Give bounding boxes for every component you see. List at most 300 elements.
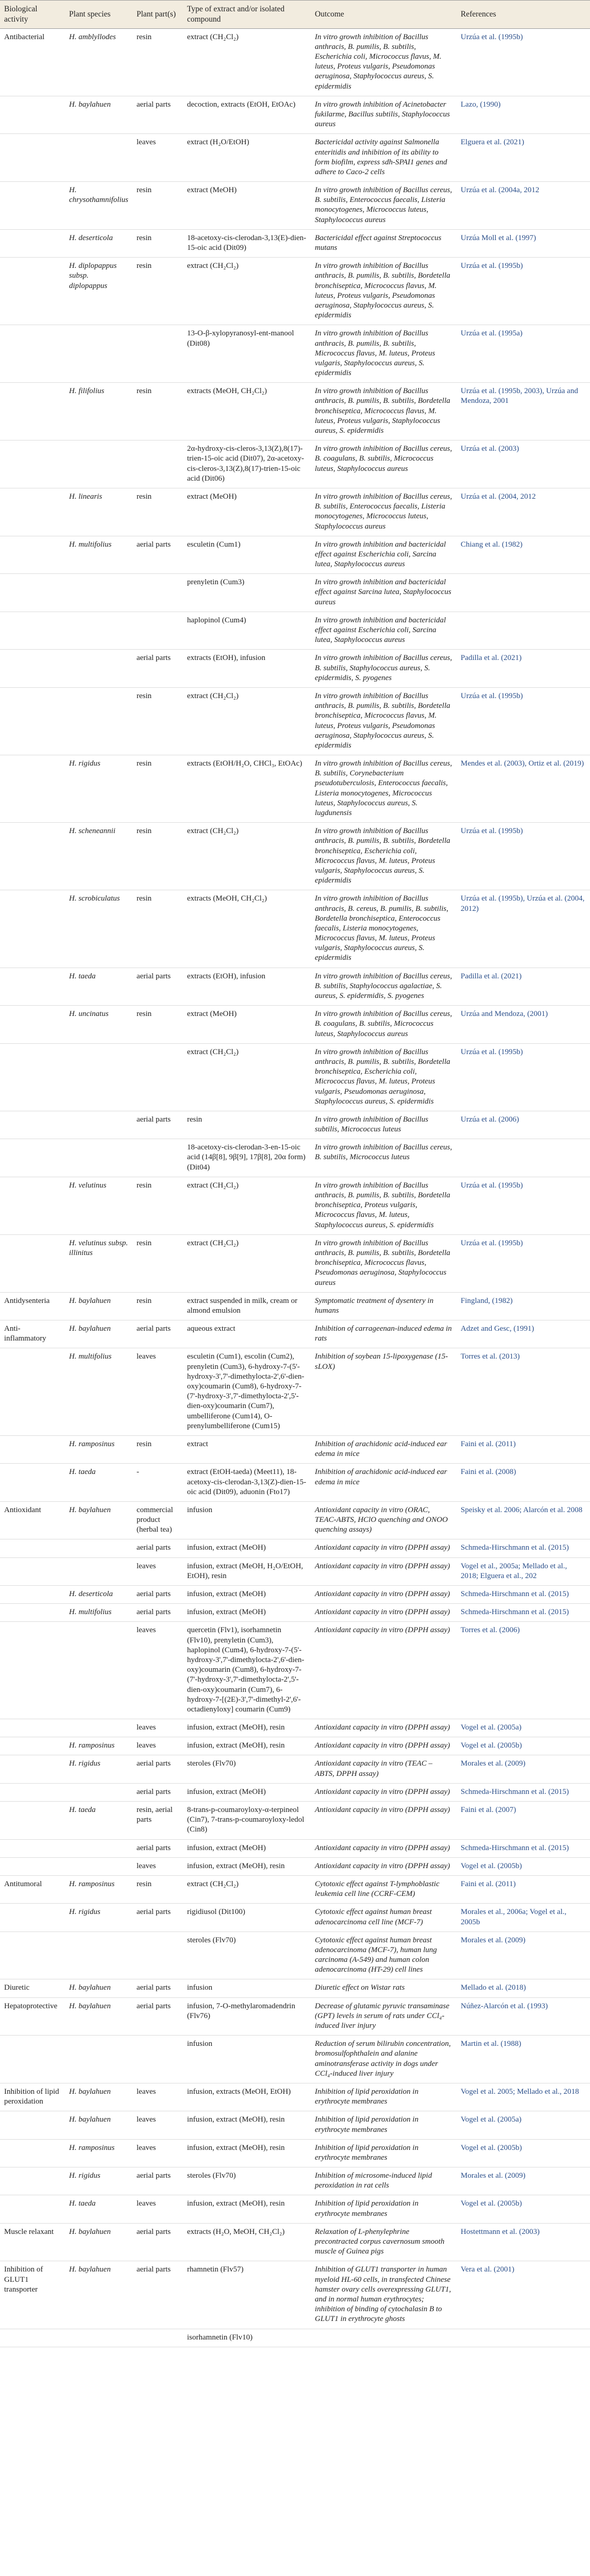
cell-plant-part: resin bbox=[132, 488, 183, 536]
cell-extract: extract (CH₂Cl₂) bbox=[183, 258, 311, 325]
table-row bbox=[0, 1904, 590, 1931]
cell-activity bbox=[0, 1043, 65, 1111]
cell-species bbox=[65, 1839, 132, 1857]
cell-plant-part bbox=[132, 574, 183, 612]
cell-activity bbox=[0, 134, 65, 182]
table-row bbox=[0, 2083, 590, 2111]
table-row bbox=[0, 134, 590, 182]
cell-activity bbox=[0, 1857, 65, 1875]
cell-extract: steroles (Flv70) bbox=[183, 1755, 311, 1783]
cell-reference: Lazo, (1990) bbox=[457, 96, 590, 134]
table-row bbox=[0, 2329, 590, 2347]
cell-activity bbox=[0, 1234, 65, 1292]
cell-reference: Urzúa et al. (1995b) bbox=[457, 1043, 590, 1111]
cell-extract: infusion, extract (MeOH), resin bbox=[183, 1719, 311, 1737]
cell-outcome: In vitro growth inhibition of Bacillus anthracis, B. pumilis, B. subtilis, Bordetella bronchiseptica, Escherichia coli, Micrococcus flavus, M. luteus, Proteus vulgaris, Pseudomonas aeruginosa, Staphylococcus aureus, S. epidermidis bbox=[311, 1043, 457, 1111]
cell-species: H. baylahuen bbox=[65, 1292, 132, 1320]
cell-activity bbox=[0, 1177, 65, 1234]
cell-activity bbox=[0, 440, 65, 488]
cell-reference: Faini et al. (2008) bbox=[457, 1464, 590, 1502]
cell-extract: esculetin (Cum1) bbox=[183, 536, 311, 574]
cell-species: H. velutinus bbox=[65, 1177, 132, 1234]
cell-species: H. multifolius bbox=[65, 1604, 132, 1622]
cell-outcome: Cytotoxic effect against human breast adenocarcinoma (MCF-7), human lung carcinoma (A-549) and human colon adenocarcinoma (HT-29) cell lines bbox=[311, 1931, 457, 1979]
table-row bbox=[0, 1320, 590, 1348]
cell-extract: extracts (MeOH, CH₂Cl₂) bbox=[183, 383, 311, 440]
cell-activity bbox=[0, 687, 65, 755]
cell-extract: infusion, extract (MeOH), resin bbox=[183, 1737, 311, 1755]
cell-species: H. scrobiculatus bbox=[65, 890, 132, 968]
cell-extract: extracts (EtOH/H₂O, CHCl₃, EtOAc) bbox=[183, 755, 311, 823]
cell-species: H. linearis bbox=[65, 488, 132, 536]
table-row bbox=[0, 1875, 590, 1903]
table-row bbox=[0, 574, 590, 612]
table-row bbox=[0, 258, 590, 325]
cell-species bbox=[65, 1539, 132, 1557]
cell-reference: Vogel et al., 2005a; Mellado et al., 2018; Elguera et al., 202 bbox=[457, 1557, 590, 1585]
cell-reference: Urzúa Moll et al. (1997) bbox=[457, 229, 590, 257]
cell-species: H. multifolius bbox=[65, 536, 132, 574]
cell-species bbox=[65, 1931, 132, 1979]
cell-species: H. ramposinus bbox=[65, 2139, 132, 2167]
table-row bbox=[0, 2195, 590, 2223]
table-row bbox=[0, 1234, 590, 1292]
cell-extract: infusion bbox=[183, 2036, 311, 2083]
cell-plant-part: aerial parts bbox=[132, 968, 183, 1006]
cell-outcome: In vitro growth inhibition of Bacillus cereus, B. subtilis, Staphylococcus aureus, S. epidermidis, S. pyogenes bbox=[311, 650, 457, 688]
cell-extract: extract (CH₂Cl₂) bbox=[183, 687, 311, 755]
table-body bbox=[0, 28, 590, 2347]
cell-extract: infusion, extract (MeOH), resin bbox=[183, 2111, 311, 2139]
cell-plant-part bbox=[132, 2329, 183, 2347]
cell-reference: Speisky et al. 2006; Alarcón et al. 2008 bbox=[457, 1501, 590, 1539]
cell-reference: Urzúa et al. (1995b, 2003), Urzúa and Mendoza, 2001 bbox=[457, 383, 590, 440]
cell-outcome: In vitro growth inhibition of Bacillus anthracis, B. pumilis, B. subtilis, Bordetella bronchiseptica, Escherichia coli, Micrococcus flavus, M. luteus, Proteus vulgaris, Staphylococcus aureus, S. epidermidis bbox=[311, 823, 457, 890]
cell-activity bbox=[0, 1737, 65, 1755]
cell-outcome: In vitro growth inhibition of Bacillus cereus, B. subtilis, Staphylococcus agalactiae, S. aureus, S. epidermidis, S. pyogenes bbox=[311, 968, 457, 1006]
cell-activity: Inhibition of lipid peroxidation bbox=[0, 2083, 65, 2111]
cell-outcome: Cytotoxic effect against T-lymphoblastic leukemia cell line (CCRF-CEM) bbox=[311, 1875, 457, 1903]
header-biological-activity: Biological activity bbox=[0, 1, 65, 29]
cell-reference: Urzúa et al. (2004a, 2012 bbox=[457, 182, 590, 230]
cell-extract: infusion, extract (MeOH), resin bbox=[183, 2139, 311, 2167]
cell-species: H. deserticola bbox=[65, 1586, 132, 1604]
cell-plant-part: resin bbox=[132, 890, 183, 968]
table-row bbox=[0, 2036, 590, 2083]
cell-outcome: Antioxidant capacity in vitro (DPPH assay) bbox=[311, 1857, 457, 1875]
cell-outcome: Antioxidant capacity in vitro (DPPH assay) bbox=[311, 1604, 457, 1622]
cell-outcome: In vitro growth inhibition of Bacillus cereus, B. coagulans, B. subtilis, Micrococcus luteus, Staphylococcus aureus bbox=[311, 1006, 457, 1044]
cell-reference: Schmeda-Hirschmann et al. (2015) bbox=[457, 1604, 590, 1622]
cell-extract: 2α-hydroxy-cis-cleros-3,13(Z),8(17)-trien-15-oic acid (Dit07), 2α-acetoxy-cis-cleros-3,13(Z),8(17)-trien-15-oic acid (Dit06) bbox=[183, 440, 311, 488]
cell-outcome: In vitro growth inhibition of Bacillus anthracis, B. pumilis, B. subtilis, Bordetella bronchiseptica, Micrococcus flavus, Pseudomonas aeruginosa, Staphylococcus aureus bbox=[311, 1234, 457, 1292]
table-row bbox=[0, 650, 590, 688]
cell-plant-part: aerial parts bbox=[132, 1111, 183, 1139]
table-row bbox=[0, 2139, 590, 2167]
cell-extract: extracts (EtOH), infusion bbox=[183, 968, 311, 1006]
cell-outcome: In vitro growth inhibition of Bacillus cereus, B. coagulans, B. subtilis, Micrococcus luteus, Staphylococcus aureus bbox=[311, 440, 457, 488]
cell-outcome: Inhibition of soybean 15-lipoxygenase (15-sLOX) bbox=[311, 1348, 457, 1436]
cell-outcome: In vitro growth inhibition of Bacillus cereus, B. subtilis, Corynebacterium pseudotuberculosis, Enterococcus faecalis, Listeria monocytogenes, Micrococcus luteus, Staphylococcus aureus, S. lugdunensis bbox=[311, 755, 457, 823]
cell-species: H. baylahuen bbox=[65, 2261, 132, 2329]
cell-reference: Faini et al. (2011) bbox=[457, 1435, 590, 1463]
cell-species: H. multifolius bbox=[65, 1348, 132, 1436]
cell-activity: Hepatoprotective bbox=[0, 1997, 65, 2036]
cell-species: H. baylahuen bbox=[65, 1997, 132, 2036]
table-row bbox=[0, 1177, 590, 1234]
table-row bbox=[0, 1539, 590, 1557]
cell-outcome: Inhibition of lipid peroxidation in erythrocyte membranes bbox=[311, 2195, 457, 2223]
cell-outcome: Inhibition of microsome-induced lipid peroxidation in rat cells bbox=[311, 2167, 457, 2195]
cell-outcome: In vitro growth inhibition of Bacillus anthracis, B. pumilis, B. subtilis, Bordetella bronchiseptica, Micrococcus flavus, M. luteus, Proteus vulgaris, Pseudomonas aeruginosa, Staphylococcus aureus, S. epidermidis bbox=[311, 258, 457, 325]
cell-activity: Inhibition of GLUT1 transporter bbox=[0, 2261, 65, 2329]
cell-activity: Antioxidant bbox=[0, 1501, 65, 1539]
cell-plant-part: resin bbox=[132, 1177, 183, 1234]
cell-species: H. ramposinus bbox=[65, 1875, 132, 1903]
cell-activity bbox=[0, 968, 65, 1006]
cell-outcome: In vitro growth inhibition and bactericidal effect against Sarcina lutea, Staphylococcus aureus bbox=[311, 574, 457, 612]
table-row bbox=[0, 488, 590, 536]
table-row bbox=[0, 383, 590, 440]
table-row bbox=[0, 823, 590, 890]
cell-extract: extract (CH₂Cl₂) bbox=[183, 1234, 311, 1292]
cell-species bbox=[65, 1043, 132, 1111]
cell-activity bbox=[0, 383, 65, 440]
cell-reference: Urzúa et al. (1995a) bbox=[457, 325, 590, 383]
cell-activity bbox=[0, 612, 65, 650]
cell-species: H. deserticola bbox=[65, 229, 132, 257]
cell-reference: Urzúa et al. (2004, 2012 bbox=[457, 488, 590, 536]
cell-plant-part: commercial product (herbal tea) bbox=[132, 1501, 183, 1539]
cell-plant-part: resin bbox=[132, 258, 183, 325]
cell-species bbox=[65, 325, 132, 383]
cell-reference: Schmeda-Hirschmann et al. (2015) bbox=[457, 1586, 590, 1604]
cell-reference: Torres et al. (2013) bbox=[457, 1348, 590, 1436]
cell-outcome: In vitro growth inhibition of Bacillus anthracis, B. pumilis, B. subtilis, Micrococcus flavus, M. luteus, Proteus vulgaris, Staphylococcus aureus, S. epidermidis bbox=[311, 325, 457, 383]
cell-extract: rigidiusol (Dit100) bbox=[183, 1904, 311, 1931]
cell-plant-part bbox=[132, 1139, 183, 1177]
cell-extract: haplopinol (Cum4) bbox=[183, 612, 311, 650]
cell-plant-part: aerial parts bbox=[132, 1839, 183, 1857]
cell-activity bbox=[0, 1111, 65, 1139]
table-row bbox=[0, 440, 590, 488]
table-row bbox=[0, 2111, 590, 2139]
cell-plant-part: aerial parts bbox=[132, 1979, 183, 1997]
cell-activity bbox=[0, 650, 65, 688]
cell-extract: rhamnetin (Flv57) bbox=[183, 2261, 311, 2329]
cell-plant-part: leaves bbox=[132, 2083, 183, 2111]
header-extract-type: Type of extract and/or isolated compound bbox=[183, 1, 311, 29]
table-row bbox=[0, 1557, 590, 1585]
cell-species bbox=[65, 1783, 132, 1801]
cell-plant-part: aerial parts bbox=[132, 1320, 183, 1348]
cell-activity bbox=[0, 1139, 65, 1177]
cell-outcome: Inhibition of arachidonic acid-induced ear edema in mice bbox=[311, 1435, 457, 1463]
cell-activity bbox=[0, 1802, 65, 1840]
cell-activity: Diuretic bbox=[0, 1979, 65, 1997]
cell-reference: Faini et al. (2011) bbox=[457, 1875, 590, 1903]
cell-species: H. baylahuen bbox=[65, 1979, 132, 1997]
table-row bbox=[0, 968, 590, 1006]
cell-outcome: Antioxidant capacity in vitro (DPPH assay) bbox=[311, 1557, 457, 1585]
cell-activity bbox=[0, 182, 65, 230]
cell-plant-part: leaves bbox=[132, 1737, 183, 1755]
cell-reference: Urzúa et al. (1995b) bbox=[457, 28, 590, 96]
table-row bbox=[0, 755, 590, 823]
cell-extract: extract (H₂O/EtOH) bbox=[183, 134, 311, 182]
cell-species: H. taeda bbox=[65, 1802, 132, 1840]
cell-species bbox=[65, 1719, 132, 1737]
cell-plant-part: aerial parts bbox=[132, 1904, 183, 1931]
cell-species: H. baylahuen bbox=[65, 1320, 132, 1348]
cell-extract: extract (CH₂Cl₂) bbox=[183, 28, 311, 96]
cell-reference: Vogel et al. (2005b) bbox=[457, 1737, 590, 1755]
cell-reference: Morales et al. (2009) bbox=[457, 1755, 590, 1783]
table-row bbox=[0, 1139, 590, 1177]
cell-outcome: Antioxidant capacity in vitro (DPPH assay) bbox=[311, 1839, 457, 1857]
table-row bbox=[0, 2223, 590, 2261]
cell-activity bbox=[0, 1006, 65, 1044]
table-row bbox=[0, 687, 590, 755]
cell-plant-part: resin bbox=[132, 28, 183, 96]
cell-extract: prenyletin (Cum3) bbox=[183, 574, 311, 612]
table-row bbox=[0, 1435, 590, 1463]
cell-reference: Morales et al. (2009) bbox=[457, 2167, 590, 2195]
cell-outcome: Symptomatic treatment of dysentery in humans bbox=[311, 1292, 457, 1320]
cell-plant-part: leaves bbox=[132, 2139, 183, 2167]
table-row bbox=[0, 1931, 590, 1979]
cell-reference: Vogel et al. (2005b) bbox=[457, 2139, 590, 2167]
cell-extract: extract (MeOH) bbox=[183, 488, 311, 536]
cell-plant-part: leaves bbox=[132, 2195, 183, 2223]
cell-plant-part: resin bbox=[132, 1006, 183, 1044]
table-row bbox=[0, 1979, 590, 1997]
cell-extract: esculetin (Cum1), escolin (Cum2), prenyletin (Cum3), 6-hydroxy-7-(5'-hydroxy-3',7'-dimethylocta-2',6'-dien-oxy)coumarin (Cum8), 6-hydroxy-7-(7'-hydroxy-3',7'-dimethylocta-2',5'-dien-oxy)coumarin (Cum7), umbelliferone (Cum14), O-prenylumbelliferone (Cum15) bbox=[183, 1348, 311, 1436]
table-row bbox=[0, 1043, 590, 1111]
cell-species: H. diplopappus subsp. diplopappus bbox=[65, 258, 132, 325]
table-row bbox=[0, 1292, 590, 1320]
cell-reference bbox=[457, 1139, 590, 1177]
cell-extract: extract (MeOH) bbox=[183, 1006, 311, 1044]
header-row bbox=[0, 1, 590, 29]
cell-activity bbox=[0, 823, 65, 890]
cell-species: H. filifolius bbox=[65, 383, 132, 440]
cell-species: H. ramposinus bbox=[65, 1737, 132, 1755]
cell-extract: 18-acetoxy-cis-clerodan-3-en-15-oic acid (14β[8], 9β[9], 17β[8], 20α form) (Dit04) bbox=[183, 1139, 311, 1177]
cell-species: H. rigidus bbox=[65, 1904, 132, 1931]
cell-plant-part: aerial parts bbox=[132, 1604, 183, 1622]
table-row bbox=[0, 325, 590, 383]
cell-species: H. velutinus subsp. illinitus bbox=[65, 1234, 132, 1292]
cell-activity bbox=[0, 1931, 65, 1979]
cell-extract: extract (CH₂Cl₂) bbox=[183, 1043, 311, 1111]
cell-outcome: Inhibition of GLUT1 transporter in human myeloid HL-60 cells, in transfected Chinese hamster ovary cells overexpressing GLUT1, and in normal human erythrocytes; inhibition of binding of cytochalasin B to GLUT1 in erythrocyte ghosts bbox=[311, 2261, 457, 2329]
cell-reference: Torres et al. (2006) bbox=[457, 1622, 590, 1719]
cell-outcome: In vitro growth inhibition of Bacillus cereus, B. subtilis, Enterococcus faecalis, Listeria monocytogenes, Micrococcus luteus, Staphylococcus aureus bbox=[311, 182, 457, 230]
table-row bbox=[0, 890, 590, 968]
cell-reference: Schmeda-Hirschmann et al. (2015) bbox=[457, 1539, 590, 1557]
cell-reference: Vogel et al. (2005a) bbox=[457, 2111, 590, 2139]
cell-species: H. baylahuen bbox=[65, 96, 132, 134]
cell-species bbox=[65, 1557, 132, 1585]
cell-plant-part bbox=[132, 325, 183, 383]
cell-extract: infusion bbox=[183, 1979, 311, 1997]
table-row bbox=[0, 536, 590, 574]
cell-species: H. rigidus bbox=[65, 2167, 132, 2195]
cell-reference: Urzúa et al. (2006) bbox=[457, 1111, 590, 1139]
cell-extract: infusion, extract (MeOH, H₂O/EtOH, EtOH), resin bbox=[183, 1557, 311, 1585]
cell-species bbox=[65, 1139, 132, 1177]
cell-outcome: Antioxidant capacity in vitro (DPPH assay) bbox=[311, 1622, 457, 1719]
cell-plant-part: resin bbox=[132, 1435, 183, 1463]
table-row bbox=[0, 1604, 590, 1622]
cell-species bbox=[65, 2036, 132, 2083]
cell-activity bbox=[0, 1904, 65, 1931]
cell-reference: Vogel et al. (2005b) bbox=[457, 1857, 590, 1875]
cell-outcome: Decrease of glutamic pyruvic transaminase (GPT) levels in serum of rats under CCl₄-induced liver injury bbox=[311, 1997, 457, 2036]
cell-activity bbox=[0, 574, 65, 612]
cell-outcome: Antioxidant capacity in vitro (DPPH assay) bbox=[311, 1737, 457, 1755]
cell-outcome: Antioxidant capacity in vitro (DPPH assay) bbox=[311, 1719, 457, 1737]
cell-reference: Vogel et al. 2005; Mellado et al., 2018 bbox=[457, 2083, 590, 2111]
cell-plant-part bbox=[132, 440, 183, 488]
cell-activity bbox=[0, 2167, 65, 2195]
cell-outcome: Relaxation of L-phenylephrine precontracted corpus cavernosum smooth muscle of Guinea pigs bbox=[311, 2223, 457, 2261]
cell-activity bbox=[0, 1604, 65, 1622]
cell-plant-part: aerial parts bbox=[132, 1539, 183, 1557]
header-plant-species: Plant species bbox=[65, 1, 132, 29]
table-row bbox=[0, 1802, 590, 1840]
cell-extract: quercetin (Flv1), isorhamnetin (Flv10), prenyletin (Cum3), haplopinol (Cum4), 6-hydroxy-7-(5'-hydroxy-3',7'-dimethylocta-2',6'-dien-oxy)coumarin (Cum8), 6-hydroxy-7-(7'-hydroxy-3',7'-dimethylocta-2',5'-dien-oxy)coumarin (Cum7), 6-hydroxy-7-[(2E)-3',7'-dimethyl-2',6'-octadienyloxy] coumarin (Cum9) bbox=[183, 1622, 311, 1719]
cell-reference: Chiang et al. (1982) bbox=[457, 536, 590, 574]
cell-species: H. baylahuen bbox=[65, 1501, 132, 1539]
cell-activity bbox=[0, 536, 65, 574]
cell-plant-part: leaves bbox=[132, 1719, 183, 1737]
cell-reference: Elguera et al. (2021) bbox=[457, 134, 590, 182]
header-plant-parts: Plant part(s) bbox=[132, 1, 183, 29]
table-row bbox=[0, 182, 590, 230]
cell-reference: Padilla et al. (2021) bbox=[457, 968, 590, 1006]
cell-extract: infusion, extracts (MeOH, EtOH) bbox=[183, 2083, 311, 2111]
cell-reference: Schmeda-Hirschmann et al. (2015) bbox=[457, 1783, 590, 1801]
cell-outcome: Antioxidant capacity in vitro (TEAC – ABTS, DPPH assay) bbox=[311, 1755, 457, 1783]
table-row bbox=[0, 1737, 590, 1755]
cell-outcome: Inhibition of lipid peroxidation in erythrocyte membranes bbox=[311, 2139, 457, 2167]
cell-reference bbox=[457, 574, 590, 612]
table-row bbox=[0, 612, 590, 650]
cell-extract: extracts (EtOH), infusion bbox=[183, 650, 311, 688]
cell-reference: Urzúa and Mendoza, (2001) bbox=[457, 1006, 590, 1044]
cell-extract: decoction, extracts (EtOH, EtOAc) bbox=[183, 96, 311, 134]
cell-activity bbox=[0, 2195, 65, 2223]
cell-species: H. uncinatus bbox=[65, 1006, 132, 1044]
cell-reference: Schmeda-Hirschmann et al. (2015) bbox=[457, 1839, 590, 1857]
cell-outcome: In vitro growth inhibition and bactericidal effect against Escherichia coli, Sarcina lutea, Staphylococcus aureus bbox=[311, 612, 457, 650]
cell-extract: extract (EtOH-taeda) (Meet11), 18-acetoxy-cis-clerodan-3,13(Z)-dien-15-oic acid (Dit09), aduonin (Fto17) bbox=[183, 1464, 311, 1502]
cell-extract: extracts (H₂O, MeOH, CH₂Cl₂) bbox=[183, 2223, 311, 2261]
cell-plant-part: resin bbox=[132, 755, 183, 823]
cell-outcome: Antioxidant capacity in vitro (DPPH assay) bbox=[311, 1783, 457, 1801]
cell-plant-part: resin bbox=[132, 823, 183, 890]
cell-extract: extract (MeOH) bbox=[183, 182, 311, 230]
cell-species bbox=[65, 612, 132, 650]
cell-activity bbox=[0, 2111, 65, 2139]
cell-outcome: In vitro growth inhibition of Bacillus cereus, B. subtilis, Micrococcus luteus bbox=[311, 1139, 457, 1177]
cell-plant-part: aerial parts bbox=[132, 1997, 183, 2036]
cell-activity: Muscle relaxant bbox=[0, 2223, 65, 2261]
cell-extract: steroles (Flv70) bbox=[183, 2167, 311, 2195]
cell-activity bbox=[0, 890, 65, 968]
cell-species bbox=[65, 650, 132, 688]
cell-extract: infusion, extract (MeOH), resin bbox=[183, 1857, 311, 1875]
table-row bbox=[0, 28, 590, 96]
cell-outcome: Antioxidant capacity in vitro (DPPH assay) bbox=[311, 1802, 457, 1840]
cell-reference: Mendes et al. (2003), Ortiz et al. (2019) bbox=[457, 755, 590, 823]
cell-species bbox=[65, 574, 132, 612]
cell-reference: Mellado et al. (2018) bbox=[457, 1979, 590, 1997]
table-row bbox=[0, 1586, 590, 1604]
cell-species bbox=[65, 2329, 132, 2347]
cell-extract: steroles (Flv70) bbox=[183, 1931, 311, 1979]
cell-outcome: In vitro growth inhibition of Bacillus anthracis, B. pumilis, B. subtilis, Escherichia coli, Micrococcus flavus, M. luteus, Proteus vulgaris, Pseudomonas aeruginosa, Staphylococcus aureus, S. epidermidis bbox=[311, 28, 457, 96]
cell-reference: Núñez-Alarcón et al. (1993) bbox=[457, 1997, 590, 2036]
table-row bbox=[0, 96, 590, 134]
cell-activity bbox=[0, 1622, 65, 1719]
cell-outcome: Bactericidal effect against Streptococcus mutans bbox=[311, 229, 457, 257]
cell-activity: Antitumoral bbox=[0, 1875, 65, 1903]
cell-species: H. taeda bbox=[65, 2195, 132, 2223]
cell-activity: Anti-inflammatory bbox=[0, 1320, 65, 1348]
cell-outcome: In vitro growth inhibition of Bacillus anthracis, B. pumilis, B. subtilis, Bordetella bronchiseptica, Proteus vulgaris, Micrococcus flavus, M. luteus, Staphylococcus aureus, S. epidermidis bbox=[311, 1177, 457, 1234]
cell-plant-part: resin bbox=[132, 182, 183, 230]
cell-extract: infusion, extract (MeOH) bbox=[183, 1539, 311, 1557]
cell-extract: infusion, 7-O-methylaromadendrin (Flv76) bbox=[183, 1997, 311, 2036]
cell-activity bbox=[0, 1435, 65, 1463]
cell-activity bbox=[0, 755, 65, 823]
cell-activity: Antibacterial bbox=[0, 28, 65, 96]
cell-activity bbox=[0, 1783, 65, 1801]
table-row bbox=[0, 1755, 590, 1783]
cell-reference: Urzúa et al. (1995b), Urzúa et al. (2004, 2012) bbox=[457, 890, 590, 968]
table-row bbox=[0, 1719, 590, 1737]
cell-activity bbox=[0, 1755, 65, 1783]
table-row bbox=[0, 1622, 590, 1719]
cell-plant-part: leaves bbox=[132, 1857, 183, 1875]
cell-outcome: Antioxidant capacity in vitro (ORAC, TEAC-ABTS, HClO quenching and ONOO quenching assays) bbox=[311, 1501, 457, 1539]
cell-species: H. taeda bbox=[65, 968, 132, 1006]
cell-reference: Morales et al. (2009) bbox=[457, 1931, 590, 1979]
cell-plant-part bbox=[132, 1931, 183, 1979]
cell-species: H. scheneannii bbox=[65, 823, 132, 890]
cell-reference: Urzúa et al. (1995b) bbox=[457, 258, 590, 325]
cell-activity bbox=[0, 1464, 65, 1502]
cell-plant-part bbox=[132, 2036, 183, 2083]
table-row bbox=[0, 1111, 590, 1139]
cell-activity bbox=[0, 1557, 65, 1585]
cell-reference: Hostettmann et al. (2003) bbox=[457, 2223, 590, 2261]
cell-extract: 18-acetoxy-cis-clerodan-3,13(E)-dien-15-oic acid (Dit09) bbox=[183, 229, 311, 257]
cell-reference: Adzet and Gesc, (1991) bbox=[457, 1320, 590, 1348]
cell-species bbox=[65, 134, 132, 182]
cell-extract: infusion, extract (MeOH) bbox=[183, 1604, 311, 1622]
cell-extract: extract bbox=[183, 1435, 311, 1463]
cell-extract: infusion, extract (MeOH) bbox=[183, 1839, 311, 1857]
cell-species: H. baylahuen bbox=[65, 2083, 132, 2111]
cell-plant-part: aerial parts bbox=[132, 1586, 183, 1604]
cell-species bbox=[65, 1111, 132, 1139]
cell-reference: Morales et al., 2006a; Vogel et al., 2005b bbox=[457, 1904, 590, 1931]
cell-plant-part: leaves bbox=[132, 1557, 183, 1585]
